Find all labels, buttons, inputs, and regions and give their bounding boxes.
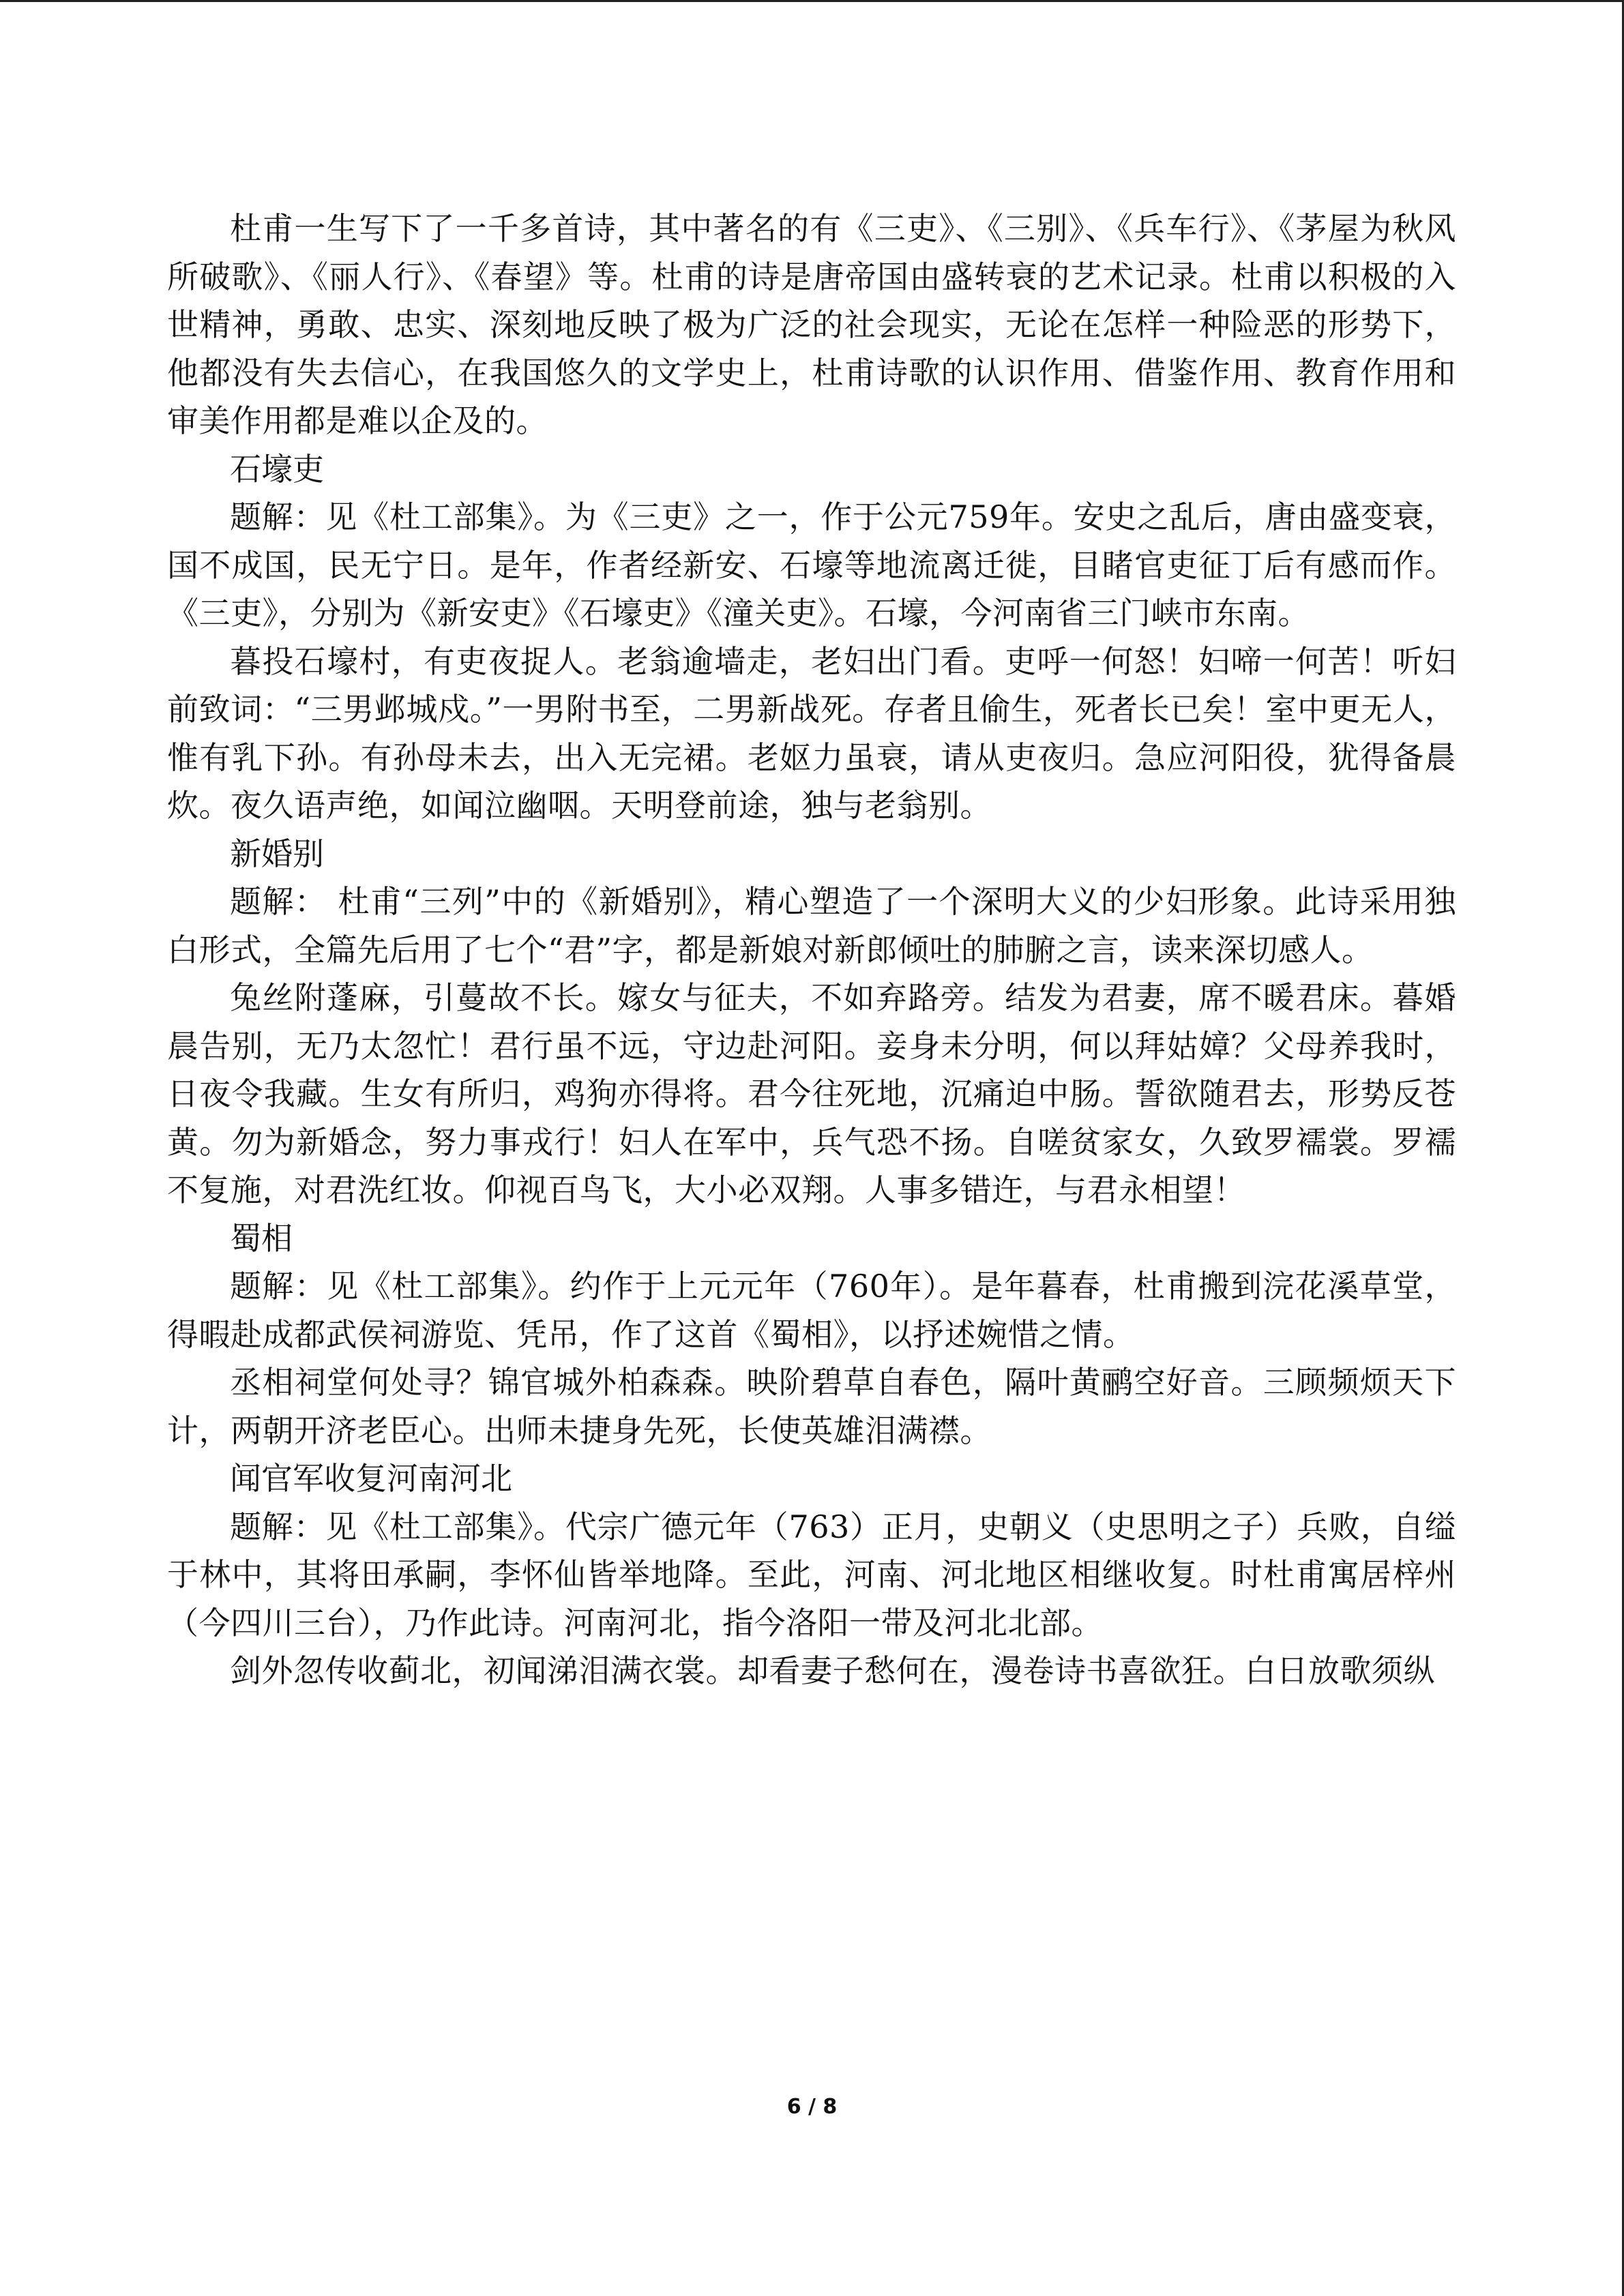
page-border-top <box>0 0 1624 2</box>
poem-title-shuxiang: 蜀相 <box>230 1219 293 1257</box>
page-number: 6 / 8 <box>786 2095 838 2119</box>
poem-title-xinhunbie: 新婚别 <box>230 835 324 872</box>
poem-title-wenguanjun: 闻官军收复河南河北 <box>230 1460 512 1497</box>
document-body <box>167 205 1456 1695</box>
poem-text-shuxiang: 丞相祠堂何处寻？锦官城外柏森森。映阶碧草自春色，隔叶黄鹂空好音。三顾频烦天下计，两朝开济老臣心。出师未捷身先死，长使英雄泪满襟。 <box>167 1364 1456 1449</box>
poem-note-xinhunbie: 题解： 杜甫“三列”中的《新婚别》，精心塑造了一个深明大义的少妇形象。此诗采用独白形式，全篇先后用了七个“君”字，都是新娘对新郎倾吐的肺腑之言，读来深切感人。 <box>167 883 1456 968</box>
poem-note-shihaoli: 题解：见《杜工部集》。为《三吏》之一，作于公元759年。安史之乱后，唐由盛变衰，国不成国，民无宁日。是年，作者经新安、石壕等地流离迁徙，目睹官吏征丁后有感而作。《三吏》，分别为《新安吏》《石壕吏》《潼关吏》。石壕，今河南省三门峡市东南。 <box>167 498 1456 631</box>
poem-note-wenguanjun: 题解：见《杜工部集》。代宗广德元年（763）正月，史朝义（史思明之子）兵败，自缢于林中，其将田承嗣，李怀仙皆举地降。至此，河南、河北地区相继收复。时杜甫寓居梓州（今四川三台），乃作此诗。河南河北，指今洛阳一带及河北北部。 <box>167 1508 1456 1641</box>
poem-note-shuxiang: 题解：见《杜工部集》。约作于上元元年（760年）。是年暮春，杜甫搬到浣花溪草堂，得暇赴成都武侯祠游览、凭吊，作了这首《蜀相》，以抒述婉惜之情。 <box>167 1268 1456 1353</box>
poem-text-shihaoli: 暮投石壕村，有吏夜捉人。老翁逾墙走，老妇出门看。吏呼一何怒！妇啼一何苦！听妇前致词：“三男邺城戍。”一男附书至，二男新战死。存者且偷生，死者长已矣！室中更无人，惟有乳下孙。有孙母未去，出入无完裙。老妪力虽衰，请从吏夜归。急应河阳役，犹得备晨炊。夜久语声绝，如闻泣幽咽。天明登前途，独与老翁别。 <box>167 642 1456 824</box>
poem-text-wenguanjun: 剑外忽传收蓟北，初闻涕泪满衣裳。却看妻子愁何在，漫卷诗书喜欲狂。白日放歌须纵 <box>230 1652 1435 1689</box>
poem-text-xinhunbie: 兔丝附蓬麻，引蔓故不长。嫁女与征夫，不如弃路旁。结发为君妻，席不暖君床。暮婚晨告别，无乃太忽忙！君行虽不远，守边赴河阳。妾身未分明，何以拜姑嫜？父母养我时，日夜令我藏。生女有所归，鸡狗亦得将。君今往死地，沉痛迫中肠。誓欲随君去，形势反苍黄。勿为新婚念，努力事戎行！妇人在军中，兵气恐不扬。自嗟贫家女，久致罗襦裳。罗襦不复施，对君洗红妆。仰视百鸟飞，大小必双翔。人事多错迕，与君永相望！ <box>167 979 1456 1208</box>
poem-title-shihaoli: 石壕吏 <box>230 450 324 488</box>
intro-paragraph: 杜甫一生写下了一千多首诗，其中著名的有《三吏》、《三别》、《兵车行》、《茅屋为秋风所破歌》、《丽人行》、《春望》等。杜甫的诗是唐帝国由盛转衰的艺术记录。杜甫以积极的入世精神，勇敢、忠实、深刻地反映了极为广泛的社会现实，无论在怎样一种险恶的形势下，他都没有失去信心，在我国悠久的文学史上，杜甫诗歌的认识作用、借鉴作用、教育作用和审美作用都是难以企及的。 <box>167 210 1456 439</box>
